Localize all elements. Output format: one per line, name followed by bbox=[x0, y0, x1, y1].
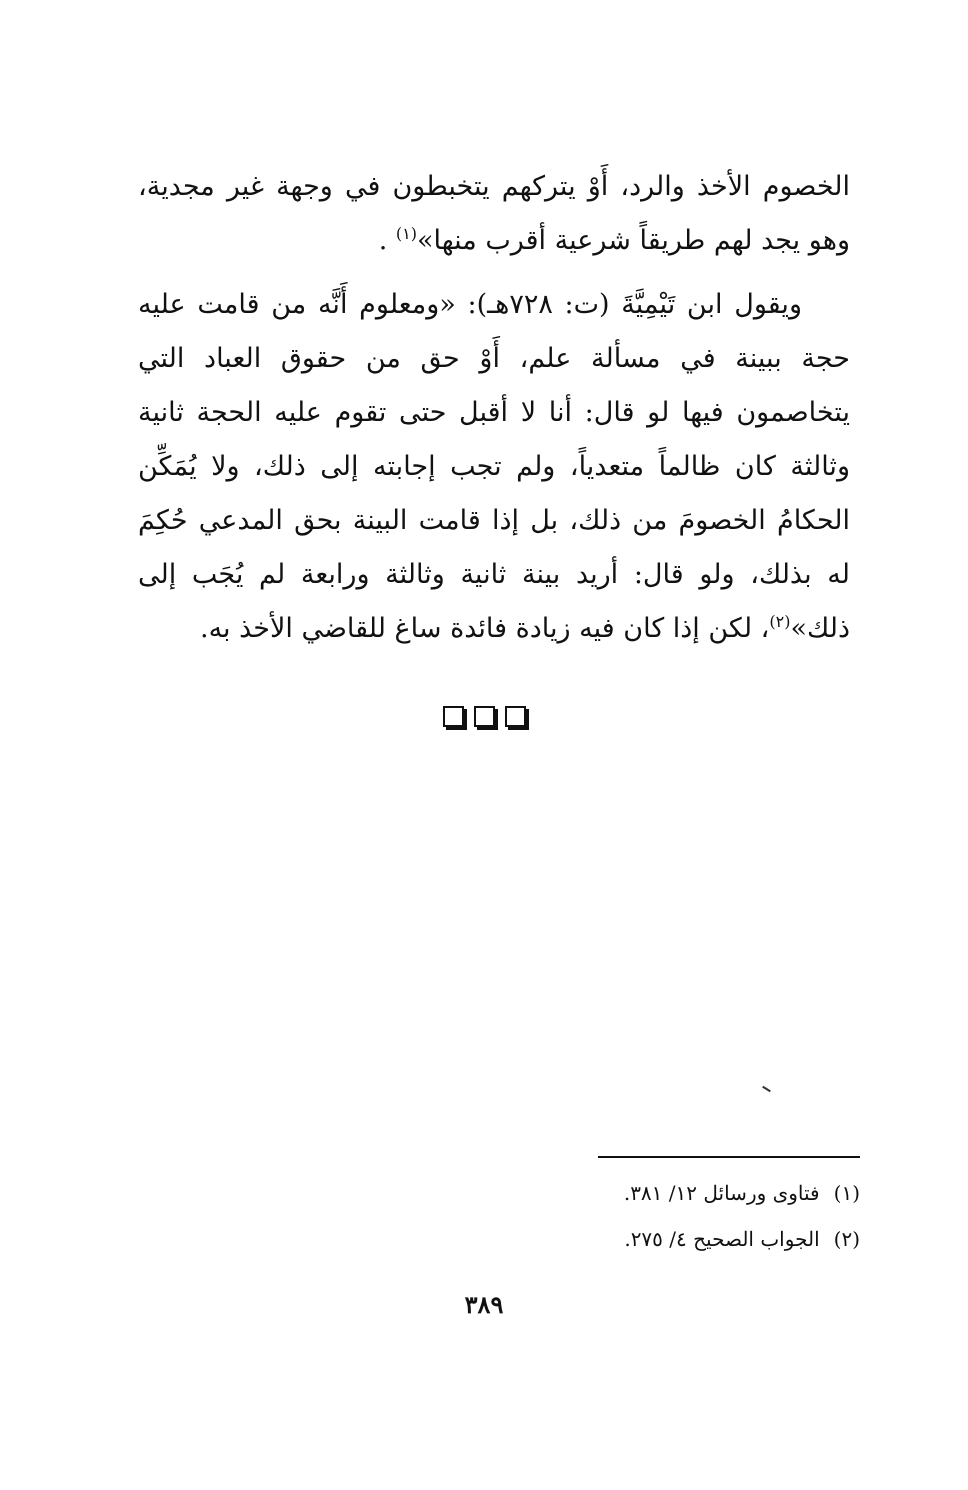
page-number: ٣٨٩ bbox=[464, 1290, 504, 1319]
paragraph-1 bbox=[138, 160, 850, 268]
paragraph-2 bbox=[138, 278, 850, 656]
footnote-2 bbox=[624, 1216, 860, 1262]
separator-box-icon bbox=[443, 706, 464, 727]
footnote-ref-1[interactable]: (١) bbox=[395, 224, 417, 243]
stray-mark bbox=[762, 1086, 771, 1092]
footnote-number: (١) bbox=[833, 1181, 860, 1205]
footnote-text: الجواب الصحيح ٤/ ٢٧٥. bbox=[624, 1227, 820, 1251]
footnote-number: (٢) bbox=[833, 1227, 860, 1251]
paragraph-2-text: ويقول ابن تَيْمِيَّةَ (ت: ٧٢٨هـ): «ومعلوم أَنَّه من قامت عليه حجة ببينة في مسألة علم، أَوْ حق من حقوق العباد التي يتخاصمون فيها لو قال: أنا لا أقبل حتى تقوم عليه الحجة ثانية وثالثة كان ظالماً متعدياً، ولم تجب إجابته إلى ذلك، ولا يُمَكِّن الحكامُ الخصومَ من ذلك، بل إذا قامت البينة بحق المدعي حُكِمَ له بذلك، ولو قال: أريد بينة ثانية وثالثة ورابعة لم يُجَب إلى ذلك» bbox=[138, 289, 850, 644]
separator-box-icon bbox=[505, 706, 526, 727]
footnote-text: فتاوى ورسائل ١٢/ ٣٨١. bbox=[623, 1181, 820, 1205]
section-separator bbox=[0, 706, 968, 727]
footnotes bbox=[624, 1170, 860, 1262]
main-text bbox=[138, 160, 850, 656]
footnote-ref-2[interactable]: (٢) bbox=[769, 612, 791, 631]
separator-box-icon bbox=[474, 706, 495, 727]
paragraph-2-text-end: ، لكن إذا كان فيه زيادة فائدة ساغ للقاضي الأخذ به. bbox=[199, 613, 770, 644]
paragraph-1-end: . bbox=[378, 225, 396, 256]
paragraph-1-text: الخصوم الأخذ والرد، أَوْ يتركهم يتخبطون في وجهة غير مجدية، وهو يجد لهم طريقاً شرعية أقرب منها» bbox=[138, 171, 850, 256]
footnote-divider bbox=[598, 1156, 860, 1158]
footnote-1 bbox=[624, 1170, 860, 1216]
